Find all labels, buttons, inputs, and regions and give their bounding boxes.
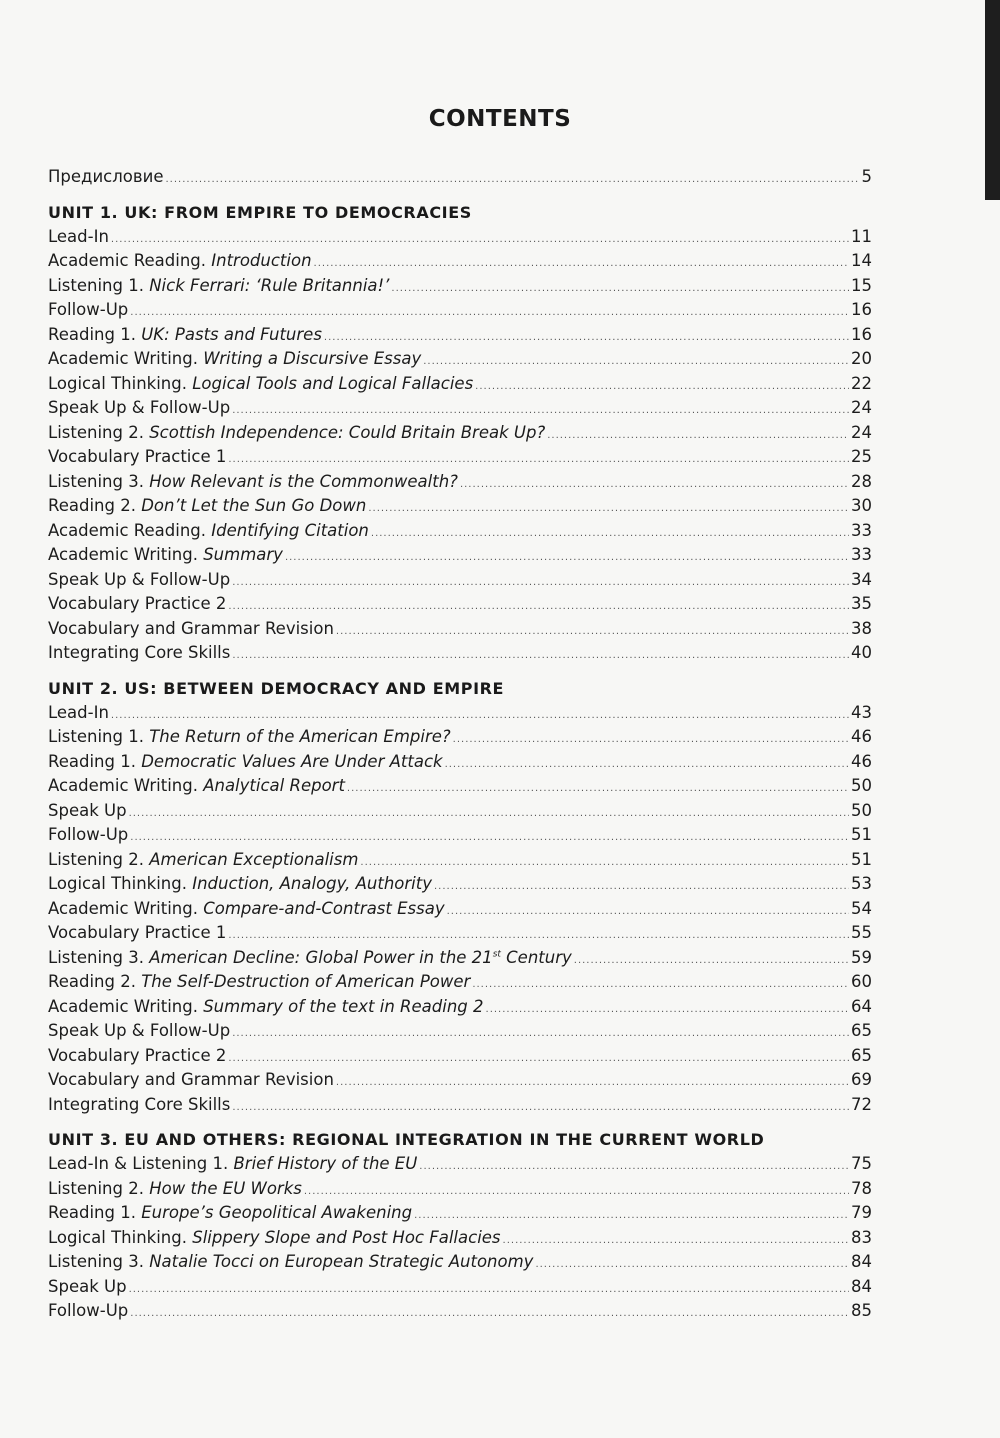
toc-entry-label (48, 1299, 128, 1324)
table-of-contents (48, 165, 872, 1324)
toc-entry-label-text: Follow-Up (48, 300, 129, 319)
toc-entry-page: 25 (851, 447, 872, 466)
dot-leader (423, 350, 849, 375)
toc-entry-page: 15 (851, 275, 872, 295)
dot-leader (472, 973, 849, 998)
toc-entry-label-text: Reading 1. (48, 1203, 142, 1222)
toc-entry-label (48, 470, 458, 495)
toc-entry-page: 83 (851, 1227, 872, 1247)
toc-entry[interactable] (48, 1275, 872, 1300)
toc-entry-label-text: Lead-In (48, 226, 109, 246)
toc-entry-label-text: Vocabulary Practice 2 (48, 1045, 227, 1065)
dot-leader (434, 875, 849, 900)
toc-entry-label-text: Listening 2. (48, 422, 150, 442)
toc-entry[interactable] (48, 848, 872, 873)
toc-entry-label (48, 519, 369, 544)
toc-entry[interactable] (48, 347, 872, 372)
toc-entry[interactable] (48, 396, 872, 421)
toc-entry-label-text: Listening 2. (48, 1178, 150, 1198)
toc-entry-label-text: Logical Thinking. (48, 874, 193, 893)
toc-entry-title: Summary of the text in Reading 2 (203, 996, 484, 1016)
toc-entry[interactable] (48, 946, 872, 971)
toc-entry-title: Don’t Let the Sun Go Down (141, 496, 367, 515)
toc-entry-title: The Self-Destruction of American Power (141, 972, 471, 991)
toc-entry-page: 30 (851, 496, 872, 515)
toc-entry-title: Brief History of the EU (233, 1154, 418, 1173)
dot-leader (535, 1253, 849, 1278)
dot-leader (445, 753, 849, 778)
toc-entry[interactable] (48, 1093, 872, 1118)
toc-entry-page: 11 (851, 226, 872, 246)
toc-entry[interactable] (48, 921, 872, 946)
toc-entry-page: 65 (851, 1021, 872, 1040)
toc-entry-title: Scottish Independence: Could Britain Break Up? (149, 422, 546, 442)
toc-entry[interactable] (48, 995, 872, 1020)
dot-leader (486, 998, 849, 1023)
toc-entry-label (48, 750, 443, 775)
toc-entry-page: 65 (851, 1045, 872, 1065)
toc-entry[interactable] (48, 872, 872, 897)
toc-entry-title: Slippery Slope and Post Hoc Fallacies (192, 1227, 501, 1247)
toc-entry-title: Nick Ferrari: ‘Rule Britannia!’ (149, 275, 390, 295)
dot-leader (475, 375, 849, 400)
toc-entry-title-continued: Century (500, 947, 572, 967)
toc-entry-label-text: Reading 1. (48, 324, 142, 344)
toc-entry-label-text: Academic Writing. (48, 898, 204, 918)
toc-entry-label-text: Lead-In (48, 702, 109, 722)
toc-entry-label-text: Vocabulary and Grammar Revision (48, 1070, 334, 1089)
dot-leader (165, 168, 859, 193)
toc-entry-label (48, 323, 322, 348)
toc-entry-label (48, 897, 445, 922)
toc-entry-title: Analytical Report (203, 776, 345, 795)
toc-entry-title: Identifying Citation (211, 520, 369, 540)
toc-entry-label-text: Listening 3. (48, 947, 150, 967)
toc-entry-label (48, 1250, 533, 1275)
toc-entry[interactable] (48, 470, 872, 495)
toc-entry-label (48, 946, 572, 971)
toc-entry-label-text: Reading 2. (48, 972, 142, 991)
toc-entry-label-text: Follow-Up (48, 1301, 129, 1320)
toc-entry-label-text: Vocabulary Practice 1 (48, 447, 227, 466)
toc-entry-page: 34 (851, 569, 872, 589)
toc-entry-label-text: Listening 3. (48, 1252, 150, 1271)
toc-entry-page: 55 (851, 923, 872, 942)
toc-entry-page: 51 (851, 825, 872, 844)
toc-entry-label-text: Speak Up (48, 1276, 127, 1296)
toc-entry[interactable] (48, 421, 872, 446)
toc-entry[interactable] (48, 225, 872, 250)
dot-leader (503, 1229, 849, 1254)
toc-entry-label (48, 872, 432, 897)
toc-entry[interactable] (48, 445, 872, 470)
toc-entry-page: 50 (851, 776, 872, 795)
toc-entry-title: Democratic Values Are Under Attack (141, 751, 443, 771)
toc-entry-page: 59 (851, 947, 872, 967)
toc-entry-label-text: Academic Reading. (48, 520, 212, 540)
toc-entry-page: 16 (851, 300, 872, 319)
toc-entry-label-text: Logical Thinking. (48, 1227, 193, 1247)
toc-entry-title: Summary (203, 545, 283, 564)
toc-entry-label-text: Reading 1. (48, 751, 142, 771)
toc-entry-page: 20 (851, 349, 872, 368)
toc-entry[interactable] (48, 1068, 872, 1093)
toc-entry[interactable] (48, 823, 872, 848)
toc-entry[interactable] (48, 1299, 872, 1324)
dot-leader (391, 277, 849, 302)
toc-entry-label (48, 1093, 230, 1118)
toc-entry-title: The Return of the American Empire? (149, 727, 451, 746)
toc-entry-label-text: Vocabulary Practice 2 (48, 594, 227, 613)
toc-entry-label-text: Academic Writing. (48, 776, 204, 795)
toc-entry[interactable] (48, 543, 872, 568)
toc-entry-label (48, 799, 127, 824)
toc-entry-label (48, 970, 470, 995)
toc-entry-preface[interactable] (48, 165, 872, 190)
toc-entry-label-text: Speak Up & Follow-Up (48, 1021, 231, 1040)
dot-leader (574, 949, 849, 974)
dot-leader (232, 1096, 849, 1121)
toc-entry-label (48, 372, 473, 397)
toc-entry[interactable] (48, 1044, 872, 1069)
dot-leader (314, 252, 849, 277)
toc-entry-label-text: Reading 2. (48, 496, 142, 515)
toc-entry-title: Natalie Tocci on European Strategic Autonomy (149, 1252, 534, 1271)
toc-entry[interactable] (48, 1152, 872, 1177)
toc-entry-title: American Decline: Global Power in the 21 (149, 947, 493, 967)
toc-entry-label-text: Integrating Core Skills (48, 643, 231, 662)
toc-entry-label (48, 592, 226, 617)
toc-entry-page: 51 (851, 849, 872, 869)
dot-leader (285, 546, 849, 571)
toc-entry-label-text: Speak Up (48, 800, 127, 820)
dot-leader (360, 851, 849, 876)
toc-entry-label (48, 641, 230, 666)
toc-entry[interactable] (48, 970, 872, 995)
dot-leader (419, 1155, 849, 1180)
toc-entry-title: Introduction (211, 251, 312, 270)
unit-heading: UNIT 2. US: BETWEEN DEMOCRACY AND EMPIRE (48, 678, 505, 698)
toc-entry-label-text: Listening 1. (48, 275, 150, 295)
toc-entry-page: 78 (851, 1178, 872, 1198)
toc-entry-page: 60 (851, 972, 872, 991)
dot-leader (232, 571, 849, 596)
toc-entry[interactable] (48, 1250, 872, 1275)
toc-entry-page: 14 (851, 251, 872, 270)
toc-entry-label-text: Listening 1. (48, 727, 150, 746)
dot-leader (460, 473, 849, 498)
toc-entry[interactable] (48, 799, 872, 824)
toc-entry[interactable] (48, 897, 872, 922)
toc-entry-page: 35 (851, 594, 872, 613)
dot-leader (336, 1071, 849, 1096)
toc-entry-label (48, 1152, 417, 1177)
toc-entry-title: How the EU Works (149, 1178, 302, 1198)
dot-leader (336, 620, 849, 645)
toc-entry-label-text: Lead-In & Listening 1. (48, 1154, 234, 1173)
toc-entry-page: 54 (851, 898, 872, 918)
toc-entry-label (48, 1275, 127, 1300)
toc-entry[interactable] (48, 249, 872, 274)
toc-entry-label (48, 774, 345, 799)
toc-entry-label (48, 249, 312, 274)
toc-entry-label-text: Follow-Up (48, 825, 129, 844)
toc-entry[interactable] (48, 1177, 872, 1202)
toc-entry-page: 50 (851, 800, 872, 820)
toc-entry-label: Предисловие (48, 167, 164, 186)
toc-entry-page: 24 (851, 398, 872, 417)
toc-entry-label-text: Logical Thinking. (48, 373, 193, 393)
toc-entry-page: 46 (851, 727, 872, 746)
toc-entry-label (48, 995, 484, 1020)
toc-entry-label (48, 1044, 226, 1069)
toc-entry[interactable] (48, 1019, 872, 1044)
toc-entry[interactable] (48, 568, 872, 593)
toc-entry-label (48, 1068, 334, 1093)
toc-entry-label (48, 396, 230, 421)
toc-entry-label (48, 543, 283, 568)
toc-entry[interactable] (48, 1201, 872, 1226)
toc-entry-title: Europe’s Geopolitical Awakening (141, 1203, 413, 1222)
toc-entry-label (48, 421, 545, 446)
page-title: CONTENTS (428, 106, 572, 132)
toc-entry-label-text: Vocabulary and Grammar Revision (48, 618, 334, 638)
toc-entry[interactable] (48, 774, 872, 799)
toc-entry-page: 84 (851, 1252, 872, 1271)
toc-entry-label-text: Listening 2. (48, 849, 150, 869)
toc-entry-page: 43 (851, 702, 872, 722)
toc-entry-page: 79 (851, 1203, 872, 1222)
toc-entry[interactable] (48, 617, 872, 642)
dot-leader (368, 497, 849, 522)
toc-entry-title: Compare-and-Contrast Essay (203, 898, 445, 918)
toc-entry-page: 24 (851, 422, 872, 442)
dot-leader (232, 644, 849, 669)
page-edge-bar (985, 0, 1000, 200)
toc-entry[interactable] (48, 641, 872, 666)
toc-entry-label-text: Vocabulary Practice 1 (48, 923, 227, 942)
toc-entry-label-text: Academic Writing. (48, 996, 204, 1016)
toc-entry-page: 28 (851, 471, 872, 491)
toc-entry[interactable] (48, 323, 872, 348)
toc-entry-page: 40 (851, 643, 872, 662)
toc-entry-label (48, 298, 128, 323)
toc-entry-page: 33 (851, 545, 872, 564)
toc-entry-label (48, 225, 109, 250)
toc-entry-label-text: Listening 3. (48, 471, 150, 491)
toc-entry-label (48, 568, 230, 593)
dot-leader (453, 728, 849, 753)
toc-entry[interactable] (48, 725, 872, 750)
toc-entry[interactable] (48, 592, 872, 617)
toc-entry[interactable] (48, 372, 872, 397)
toc-entry[interactable] (48, 494, 872, 519)
toc-entry-label (48, 701, 109, 726)
toc-entry-page: 53 (851, 874, 872, 893)
dot-leader (129, 802, 849, 827)
toc-entry-page: 46 (851, 751, 872, 771)
toc-entry-label (48, 1177, 302, 1202)
toc-entry-page: 72 (851, 1094, 872, 1114)
toc-entry-label-text: Academic Writing. (48, 545, 204, 564)
toc-entry-label (48, 848, 358, 873)
toc-entry-label-text: Academic Writing. (48, 349, 204, 368)
dot-leader (130, 1302, 849, 1327)
toc-entry-page: 5 (861, 167, 872, 186)
toc-entry-label (48, 494, 366, 519)
toc-entry-label-text: Integrating Core Skills (48, 1094, 231, 1114)
toc-entry-title: UK: Pasts and Futures (141, 324, 322, 344)
dot-leader (232, 1022, 849, 1047)
dot-leader (547, 424, 849, 449)
dot-leader (347, 777, 849, 802)
toc-entry-page: 22 (851, 373, 872, 393)
toc-entry-label-text: Academic Reading. (48, 251, 212, 270)
toc-entry[interactable] (48, 701, 872, 726)
toc-entry-title: Writing a Discursive Essay (203, 349, 422, 368)
toc-entry-label (48, 1019, 230, 1044)
toc-entry-title: American Exceptionalism (149, 849, 359, 869)
toc-entry[interactable] (48, 274, 872, 299)
dot-leader (129, 1278, 849, 1303)
toc-entry-page: 33 (851, 520, 872, 540)
dot-leader (371, 522, 849, 547)
toc-entry-label (48, 1226, 501, 1251)
toc-entry-page: 16 (851, 324, 872, 344)
toc-entry-label (48, 921, 226, 946)
toc-entry-page: 85 (851, 1301, 872, 1320)
toc-entry-label (48, 445, 226, 470)
toc-entry-title: Induction, Analogy, Authority (192, 874, 432, 893)
toc-entry-label (48, 725, 451, 750)
toc-entry[interactable] (48, 1226, 872, 1251)
toc-entry-page: 38 (851, 618, 872, 638)
unit-heading: UNIT 3. EU AND OTHERS: REGIONAL INTEGRATION IN THE CURRENT WORLD (48, 1130, 765, 1149)
toc-entry-label (48, 823, 128, 848)
toc-entry-page: 75 (851, 1154, 872, 1173)
unit-heading: UNIT 1. UK: FROM EMPIRE TO DEMOCRACIES (48, 202, 472, 222)
toc-entry[interactable] (48, 750, 872, 775)
toc-entry-label-text: Speak Up & Follow-Up (48, 398, 231, 417)
toc-entry-label-text: Speak Up & Follow-Up (48, 569, 231, 589)
dot-leader (447, 900, 849, 925)
toc-entry-label (48, 1201, 412, 1226)
toc-entry-page: 69 (851, 1070, 872, 1089)
toc-entry-title: How Relevant is the Commonwealth? (149, 471, 458, 491)
toc-entry[interactable] (48, 519, 872, 544)
toc-entry-page: 64 (851, 996, 872, 1016)
toc-entry-label (48, 617, 334, 642)
toc-entry[interactable] (48, 298, 872, 323)
toc-entry-title: Logical Tools and Logical Fallacies (192, 373, 474, 393)
toc-entry-superscript: st (492, 949, 501, 959)
toc-entry-label (48, 274, 389, 299)
toc-entry-label (48, 347, 421, 372)
toc-entry-page: 84 (851, 1276, 872, 1296)
